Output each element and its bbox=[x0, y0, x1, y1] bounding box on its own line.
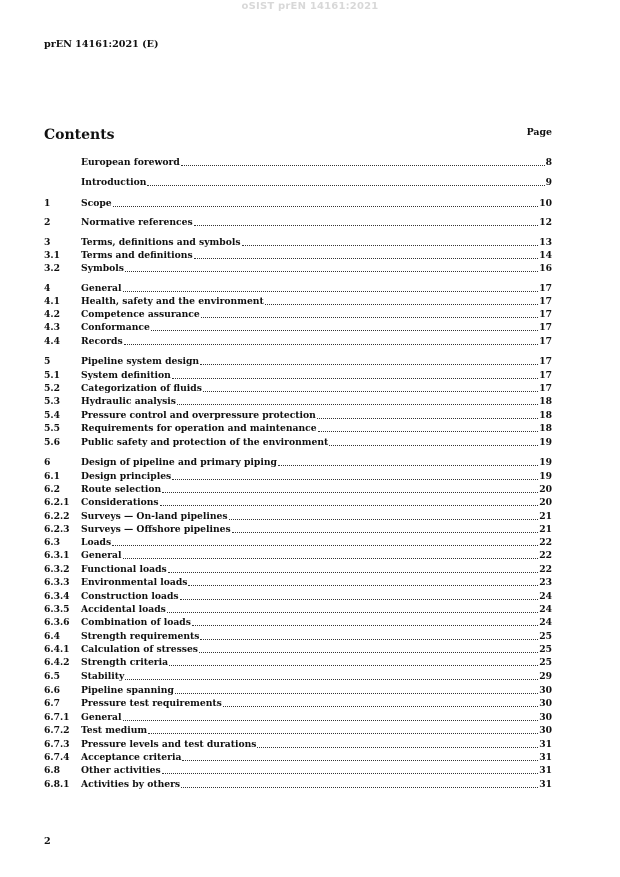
toc-entry-title: Normative references bbox=[81, 217, 193, 228]
toc-dot-leader bbox=[194, 258, 539, 259]
toc-entry-page: 30 bbox=[539, 685, 552, 696]
toc-entry-number: 6.6 bbox=[44, 685, 60, 696]
toc-entry-title: Pipeline system design bbox=[81, 356, 200, 367]
toc-entry[interactable] bbox=[44, 577, 552, 589]
toc-entry-title: Categorization of fluids bbox=[81, 383, 202, 394]
toc-entry[interactable] bbox=[44, 336, 552, 348]
toc-entry-page: 24 bbox=[539, 617, 552, 628]
toc-entry[interactable] bbox=[44, 198, 552, 210]
toc-entry-number: 4.3 bbox=[44, 322, 60, 333]
toc-entry-title: Pipeline spanning bbox=[81, 685, 174, 696]
toc-dot-leader bbox=[265, 304, 538, 305]
toc-entry-number: 3 bbox=[44, 237, 51, 248]
toc-entry-page: 19 bbox=[539, 437, 552, 448]
toc-entry-number: 6.7 bbox=[44, 698, 60, 709]
toc-dot-leader bbox=[317, 418, 538, 419]
toc-entry-page: 19 bbox=[539, 471, 552, 482]
toc-entry[interactable] bbox=[44, 283, 552, 295]
toc-entry-number: 6.3.2 bbox=[44, 564, 70, 575]
toc-entry[interactable] bbox=[44, 410, 552, 422]
toc-entry-number: 3.2 bbox=[44, 263, 60, 274]
toc-entry-title: Pressure control and overpressure protection bbox=[81, 410, 316, 421]
toc-entry-title: Terms, definitions and symbols bbox=[81, 237, 241, 248]
toc-dot-leader bbox=[125, 271, 538, 272]
toc-dot-leader bbox=[172, 479, 538, 480]
toc-entry-number: 5.6 bbox=[44, 437, 60, 448]
document-reference: prEN 14161:2021 (E) bbox=[44, 39, 159, 50]
toc-dot-leader bbox=[123, 720, 539, 721]
toc-entry[interactable] bbox=[44, 263, 552, 275]
toc-entry-title: Hydraulic analysis bbox=[81, 396, 176, 407]
toc-dot-leader bbox=[232, 532, 538, 533]
toc-dot-leader bbox=[123, 558, 539, 559]
toc-entry[interactable] bbox=[44, 250, 552, 262]
toc-dot-leader bbox=[242, 245, 539, 246]
toc-entry-page: 25 bbox=[539, 657, 552, 668]
toc-entry[interactable] bbox=[44, 591, 552, 603]
toc-dot-leader bbox=[151, 330, 538, 331]
toc-entry[interactable] bbox=[44, 497, 552, 509]
toc-entry[interactable] bbox=[44, 631, 552, 643]
toc-dot-leader bbox=[192, 625, 538, 626]
toc-entry-number: 6.3 bbox=[44, 537, 60, 548]
toc-entry-title: Strength requirements bbox=[81, 631, 200, 642]
toc-entry-page: 13 bbox=[539, 237, 552, 248]
toc-entry-title: Pressure levels and test durations bbox=[81, 739, 257, 750]
toc-entry-title: Introduction bbox=[81, 177, 147, 188]
toc-dot-leader bbox=[172, 378, 538, 379]
toc-entry-number: 6.3.3 bbox=[44, 577, 70, 588]
toc-entry-number: 6 bbox=[44, 457, 51, 468]
toc-dot-leader bbox=[113, 206, 539, 207]
toc-dot-leader bbox=[123, 291, 539, 292]
toc-entry-number: 6.2 bbox=[44, 484, 60, 495]
toc-entry-title: Terms and definitions bbox=[81, 250, 193, 261]
toc-entry-title: Calculation of stresses bbox=[81, 644, 198, 655]
toc-entry-page: 9 bbox=[545, 177, 552, 188]
toc-entry-title: General bbox=[81, 550, 122, 561]
toc-entry-page: 17 bbox=[539, 356, 552, 367]
toc-dot-leader bbox=[160, 505, 539, 506]
toc-entry[interactable] bbox=[44, 383, 552, 395]
toc-entry-number: 5 bbox=[44, 356, 51, 367]
toc-entry[interactable] bbox=[44, 564, 552, 576]
toc-entry-number: 6.8 bbox=[44, 765, 60, 776]
toc-entry-number: 6.4 bbox=[44, 631, 60, 642]
toc-entry-number: 5.4 bbox=[44, 410, 60, 421]
toc-entry-page: 22 bbox=[539, 564, 552, 575]
toc-entry[interactable] bbox=[44, 437, 552, 449]
toc-entry-number: 4 bbox=[44, 283, 51, 294]
toc-entry-title: Records bbox=[81, 336, 123, 347]
toc-entry-number: 6.1 bbox=[44, 471, 60, 482]
toc-dot-leader bbox=[162, 773, 539, 774]
toc-dot-leader bbox=[188, 585, 538, 586]
watermark: oSIST prEN 14161:2021 bbox=[241, 1, 379, 12]
toc-entry-title: Route selection bbox=[81, 484, 162, 495]
toc-entry-title: Conformance bbox=[81, 322, 150, 333]
toc-entry-title: General bbox=[81, 283, 122, 294]
toc-entry[interactable] bbox=[44, 370, 552, 382]
toc-entry-title: Public safety and protection of the environment bbox=[81, 437, 329, 448]
toc-entry-title: Environmental loads bbox=[81, 577, 188, 588]
toc-dot-leader bbox=[199, 652, 538, 653]
toc-entry-title: Design principles bbox=[81, 471, 172, 482]
toc-dot-leader bbox=[229, 519, 539, 520]
toc-entry-page: 30 bbox=[539, 725, 552, 736]
toc-entry-number: 6.7.1 bbox=[44, 712, 70, 723]
toc-entry[interactable] bbox=[44, 237, 552, 249]
toc-entry[interactable] bbox=[44, 396, 552, 408]
toc-entry-page: 17 bbox=[539, 336, 552, 347]
toc-dot-leader bbox=[124, 344, 539, 345]
toc-entry-number: 6.3.6 bbox=[44, 617, 70, 628]
toc-entry-page: 17 bbox=[539, 296, 552, 307]
toc-entry-title: Loads bbox=[81, 537, 112, 548]
toc-entry-page: 20 bbox=[539, 484, 552, 495]
toc-entry-number: 6.7.3 bbox=[44, 739, 70, 750]
toc-entry-page: 18 bbox=[539, 396, 552, 407]
toc-entry[interactable] bbox=[44, 617, 552, 629]
toc-entry-page: 30 bbox=[539, 712, 552, 723]
toc-dot-leader bbox=[203, 391, 538, 392]
toc-entry[interactable] bbox=[44, 698, 552, 710]
toc-entry-page: 22 bbox=[539, 550, 552, 561]
toc-entry[interactable] bbox=[44, 644, 552, 656]
toc-entry-number: 6.2.2 bbox=[44, 511, 70, 522]
toc-dot-leader bbox=[168, 572, 539, 573]
toc-entry-title: Symbols bbox=[81, 263, 124, 274]
toc-dot-leader bbox=[147, 185, 544, 186]
toc-entry-number: 6.4.2 bbox=[44, 657, 70, 668]
toc-entry-title: Acceptance criteria bbox=[81, 752, 182, 763]
toc-entry[interactable] bbox=[44, 322, 552, 334]
toc-entry[interactable] bbox=[44, 657, 552, 669]
toc-entry-page: 31 bbox=[539, 752, 552, 763]
toc-entry-number: 6.2.3 bbox=[44, 524, 70, 535]
toc-entry[interactable] bbox=[44, 779, 552, 791]
toc-entry[interactable] bbox=[44, 217, 552, 229]
toc-entry-title: Surveys — On-land pipelines bbox=[81, 511, 228, 522]
toc-entry[interactable] bbox=[44, 537, 552, 549]
toc-entry-title: Test medium bbox=[81, 725, 148, 736]
toc-entry[interactable] bbox=[44, 356, 552, 368]
toc-entry[interactable] bbox=[44, 765, 552, 777]
toc-entry-title: Functional loads bbox=[81, 564, 167, 575]
toc-dot-leader bbox=[329, 445, 538, 446]
toc-entry-number: 2 bbox=[44, 217, 51, 228]
toc-entry-page: 17 bbox=[539, 283, 552, 294]
toc-dot-leader bbox=[257, 747, 538, 748]
toc-entry[interactable] bbox=[44, 157, 552, 169]
toc-dot-leader bbox=[148, 733, 538, 734]
toc-entry-number: 5.5 bbox=[44, 423, 60, 434]
toc-entry-page: 19 bbox=[539, 457, 552, 468]
toc-entry-page: 20 bbox=[539, 497, 552, 508]
toc-entry-title: Accidental loads bbox=[81, 604, 166, 615]
toc-entry-number: 6.5 bbox=[44, 671, 60, 682]
toc-entry-number: 4.1 bbox=[44, 296, 60, 307]
toc-dot-leader bbox=[318, 431, 539, 432]
toc-dot-leader bbox=[125, 679, 538, 680]
toc-entry[interactable] bbox=[44, 296, 552, 308]
toc-dot-leader bbox=[167, 612, 538, 613]
toc-entry-page: 31 bbox=[539, 779, 552, 790]
toc-entry[interactable] bbox=[44, 309, 552, 321]
toc-entry[interactable] bbox=[44, 685, 552, 697]
toc-entry-title: Considerations bbox=[81, 497, 159, 508]
toc-entry-page: 10 bbox=[539, 198, 552, 209]
toc-dot-leader bbox=[162, 492, 538, 493]
toc-entry-number: 4.4 bbox=[44, 336, 60, 347]
toc-entry-page: 18 bbox=[539, 410, 552, 421]
toc-entry-number: 5.3 bbox=[44, 396, 60, 407]
toc-entry-page: 17 bbox=[539, 322, 552, 333]
toc-entry[interactable] bbox=[44, 484, 552, 496]
toc-entry-number: 6.3.1 bbox=[44, 550, 70, 561]
toc-entry[interactable] bbox=[44, 752, 552, 764]
toc-dot-leader bbox=[177, 404, 538, 405]
toc-entry[interactable] bbox=[44, 423, 552, 435]
toc-entry-title: Design of pipeline and primary piping bbox=[81, 457, 277, 468]
toc-entry-page: 8 bbox=[545, 157, 552, 168]
toc-entry-page: 17 bbox=[539, 383, 552, 394]
toc-entry-title: Requirements for operation and maintenance bbox=[81, 423, 317, 434]
toc-dot-leader bbox=[200, 639, 538, 640]
toc-entry-page: 17 bbox=[539, 370, 552, 381]
toc-entry[interactable] bbox=[44, 550, 552, 562]
toc-entry-title: Strength criteria bbox=[81, 657, 169, 668]
toc-entry-title: General bbox=[81, 712, 122, 723]
toc-entry[interactable] bbox=[44, 725, 552, 737]
toc-dot-leader bbox=[194, 225, 539, 226]
toc-dot-leader bbox=[182, 760, 538, 761]
toc-entry-page: 31 bbox=[539, 739, 552, 750]
toc-entry-page: 22 bbox=[539, 537, 552, 548]
toc-entry-number: 1 bbox=[44, 198, 51, 209]
toc-dot-leader bbox=[112, 545, 538, 546]
toc-entry-page: 25 bbox=[539, 644, 552, 655]
toc-entry-title: Health, safety and the environment bbox=[81, 296, 264, 307]
toc-entry-title: System definition bbox=[81, 370, 171, 381]
toc-entry-number: 6.3.4 bbox=[44, 591, 70, 602]
toc-entry-title: Combination of loads bbox=[81, 617, 191, 628]
toc-entry-number: 6.8.1 bbox=[44, 779, 70, 790]
toc-dot-leader bbox=[181, 165, 545, 166]
toc-entry[interactable] bbox=[44, 511, 552, 523]
toc-entry-number: 6.7.4 bbox=[44, 752, 70, 763]
toc-entry-number: 4.2 bbox=[44, 309, 60, 320]
toc-entry-page: 23 bbox=[539, 577, 552, 588]
toc-entry[interactable] bbox=[44, 457, 552, 469]
toc-entry-page: 12 bbox=[539, 217, 552, 228]
toc-dot-leader bbox=[200, 364, 538, 365]
toc-entry-page: 16 bbox=[539, 263, 552, 274]
toc-entry-page: 21 bbox=[539, 524, 552, 535]
toc-entry[interactable] bbox=[44, 712, 552, 724]
toc-entry-number: 5.2 bbox=[44, 383, 60, 394]
toc-dot-leader bbox=[201, 317, 538, 318]
table-of-contents bbox=[44, 0, 552, 877]
toc-entry-page: 24 bbox=[539, 591, 552, 602]
toc-entry[interactable] bbox=[44, 739, 552, 751]
toc-entry-page: 30 bbox=[539, 698, 552, 709]
toc-entry-title: Construction loads bbox=[81, 591, 179, 602]
toc-entry[interactable] bbox=[44, 524, 552, 536]
toc-entry-page: 21 bbox=[539, 511, 552, 522]
toc-entry-title: Scope bbox=[81, 198, 112, 209]
toc-entry-title: Other activities bbox=[81, 765, 161, 776]
toc-dot-leader bbox=[180, 599, 539, 600]
contents-title: Contents bbox=[44, 127, 115, 143]
toc-entry-title: European foreword bbox=[81, 157, 180, 168]
toc-entry-title: Competence assurance bbox=[81, 309, 200, 320]
toc-entry-page: 25 bbox=[539, 631, 552, 642]
toc-dot-leader bbox=[181, 787, 538, 788]
toc-dot-leader bbox=[278, 465, 538, 466]
toc-entry[interactable] bbox=[44, 177, 552, 189]
toc-dot-leader bbox=[175, 693, 538, 694]
toc-dot-leader bbox=[169, 665, 538, 666]
toc-entry-number: 5.1 bbox=[44, 370, 60, 381]
toc-entry-number: 6.7.2 bbox=[44, 725, 70, 736]
toc-entry-number: 3.1 bbox=[44, 250, 60, 261]
toc-entry[interactable] bbox=[44, 604, 552, 616]
toc-entry-number: 6.4.1 bbox=[44, 644, 70, 655]
toc-entry-page: 14 bbox=[539, 250, 552, 261]
toc-entry[interactable] bbox=[44, 471, 552, 483]
toc-entry-page: 17 bbox=[539, 309, 552, 320]
toc-entry-number: 6.2.1 bbox=[44, 497, 70, 508]
toc-entry-title: Activities by others bbox=[81, 779, 181, 790]
toc-dot-leader bbox=[223, 706, 538, 707]
toc-entry[interactable] bbox=[44, 671, 552, 683]
toc-entry-title: Stability bbox=[81, 671, 125, 682]
page-column-label: Page bbox=[526, 127, 552, 138]
toc-entry-title: Surveys — Offshore pipelines bbox=[81, 524, 231, 535]
page-number: 2 bbox=[44, 836, 51, 847]
toc-entry-page: 18 bbox=[539, 423, 552, 434]
toc-entry-title: Pressure test requirements bbox=[81, 698, 222, 709]
toc-entry-page: 29 bbox=[539, 671, 552, 682]
toc-entry-number: 6.3.5 bbox=[44, 604, 70, 615]
toc-entry-page: 24 bbox=[539, 604, 552, 615]
toc-entry-page: 31 bbox=[539, 765, 552, 776]
